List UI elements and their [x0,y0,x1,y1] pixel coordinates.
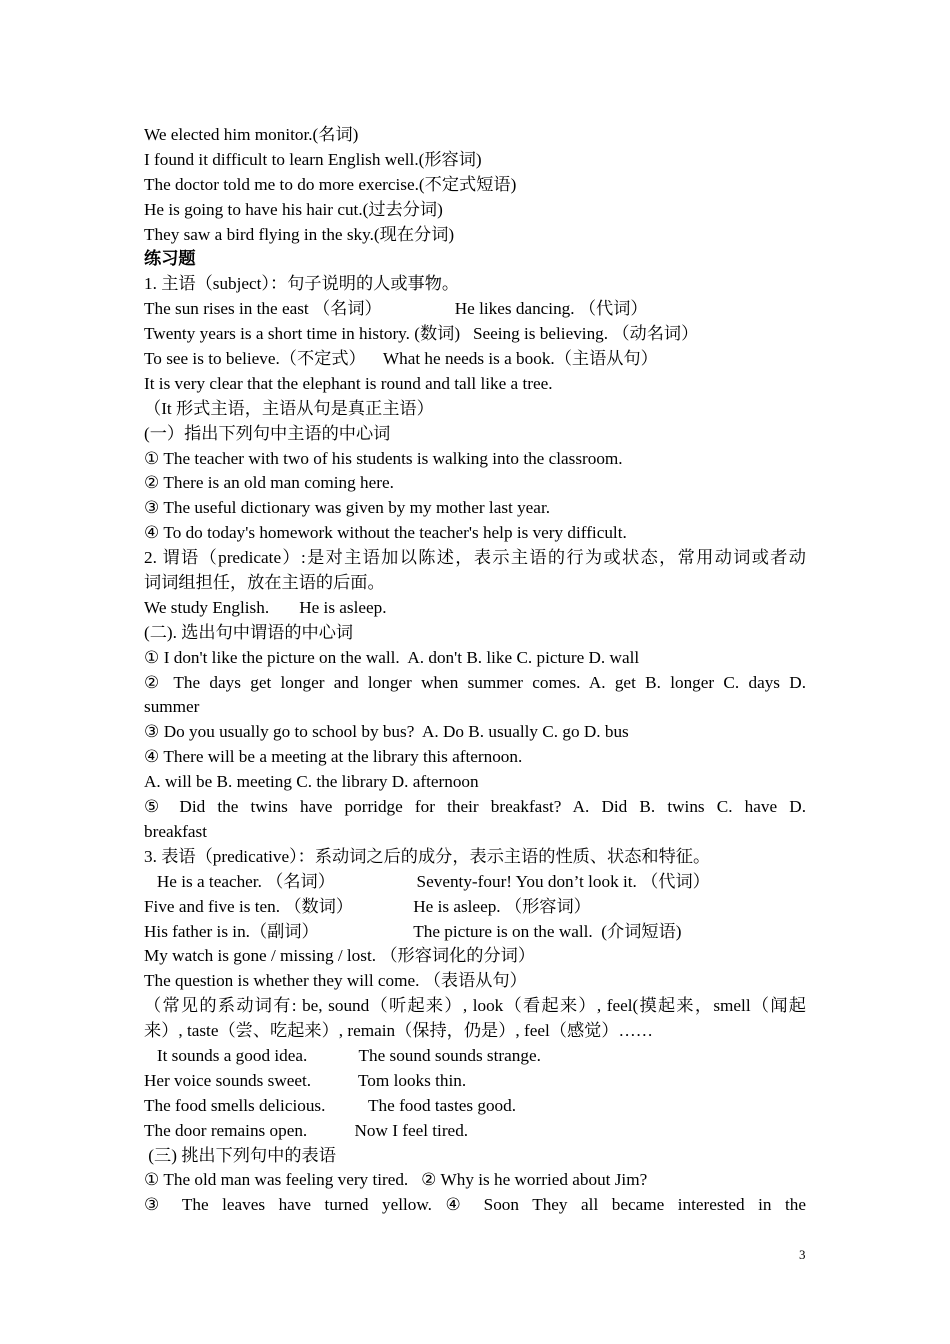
text-line: ① The old man was feeling very tired. ② Why is he worried about Jim? [144,1170,648,1190]
text-line: 来）, taste（尝、吃起来）, remain（保持，仍是）, feel（感觉）…… [144,1021,653,1041]
text-line: 3. 表语（predicative）：系动词之后的成分，表示主语的性质、状态和特征。 [144,846,711,866]
text-line: (三) 挑出下列句中的表语 [144,1145,336,1165]
text-line: The door remains open. Now I feel tired. [144,1120,469,1140]
text-line: The sun rises in the east （名词） He likes dancing. （代词） [144,299,648,319]
text-line: ② The days get longer and longer when summer comes. A. get B. longer C. days D. [144,672,806,692]
text-line: He is going to have his hair cut.(过去分词) [144,199,443,219]
text-line: The food smells delicious. The food tastes good. [144,1095,517,1115]
text-line: 2. 谓语（predicate）:是对主语加以陈述，表示主语的行为或状态，常用动词或者动 [144,548,806,568]
text-line: ③ Do you usually go to school by bus? A. Do B. usually C. go D. bus [144,722,629,742]
text-line: He is a teacher. （名词） Seventy-four! You don’t look it. （代词） [144,871,710,891]
text-line: Her voice sounds sweet. Tom looks thin. [144,1070,467,1090]
text-line: They saw a bird flying in the sky.(现在分词) [144,224,455,244]
text-line: ④ There will be a meeting at the library this afternoon. [144,747,523,767]
text-line: The question is whether they will come. （表语从句） [144,971,527,991]
section-heading: 练习题 [144,249,196,269]
text-line: ④ To do today's homework without the teacher's help is very difficult. [144,523,627,543]
text-line: ② There is an old man coming here. [144,473,394,493]
text-line: (一）指出下列句中主语的中心词 [144,423,391,443]
text-line: ③ The useful dictionary was given by my mother last year. [144,498,551,518]
text-line: ① I don't like the picture on the wall. A. don't B. like C. picture D. wall [144,647,640,667]
text-line: Twenty years is a short time in history. (数词) Seeing is believing. （动名词） [144,324,699,344]
text-line: To see is to believe.（不定式） What he needs is a book.（主语从句） [144,349,658,369]
text-line: It is very clear that the elephant is round and tall like a tree. [144,373,553,393]
text-line: I found it difficult to learn English well.(形容词) [144,149,482,169]
text-line: We study English. He is asleep. [144,597,387,617]
text-line: The doctor told me to do more exercise.(不定式短语) [144,174,517,194]
text-line: (二). 选出句中谓语的中心词 [144,622,354,642]
text-line: A. will be B. meeting C. the library D. afternoon [144,772,479,792]
text-line: His father is in.（副词） The picture is on the wall. (介词短语) [144,921,682,941]
text-line: Five and five is ten. （数词） He is asleep. （形容词） [144,896,591,916]
text-line: summer [144,697,200,717]
text-line: ⑤ Did the twins have porridge for their breakfast? A. Did B. twins C. have D. [144,797,806,817]
text-line: My watch is gone / missing / lost. （形容词化的分词） [144,946,536,966]
text-line: （It 形式主语，主语从句是真正主语） [144,398,434,418]
text-line: breakfast [144,821,207,841]
text-line: （常见的系动词有: be, sound（听起来）, look（看起来）, feel(摸起来，smell（闻起 [144,996,806,1016]
text-line: ③ The leaves have turned yellow. ④ Soon They all became interested in the [144,1195,806,1215]
body-text [144,123,806,1218]
text-line: 1. 主语（subject）：句子说明的人或事物。 [144,274,460,294]
text-line: We elected him monitor.(名词) [144,125,359,144]
text-line: ① The teacher with two of his students is walking into the classroom. [144,448,623,468]
page-number: 3 [799,1247,806,1262]
text-line: It sounds a good idea. The sound sounds strange. [144,1045,541,1065]
text-line: 词词组担任，放在主语的后面。 [144,573,385,593]
